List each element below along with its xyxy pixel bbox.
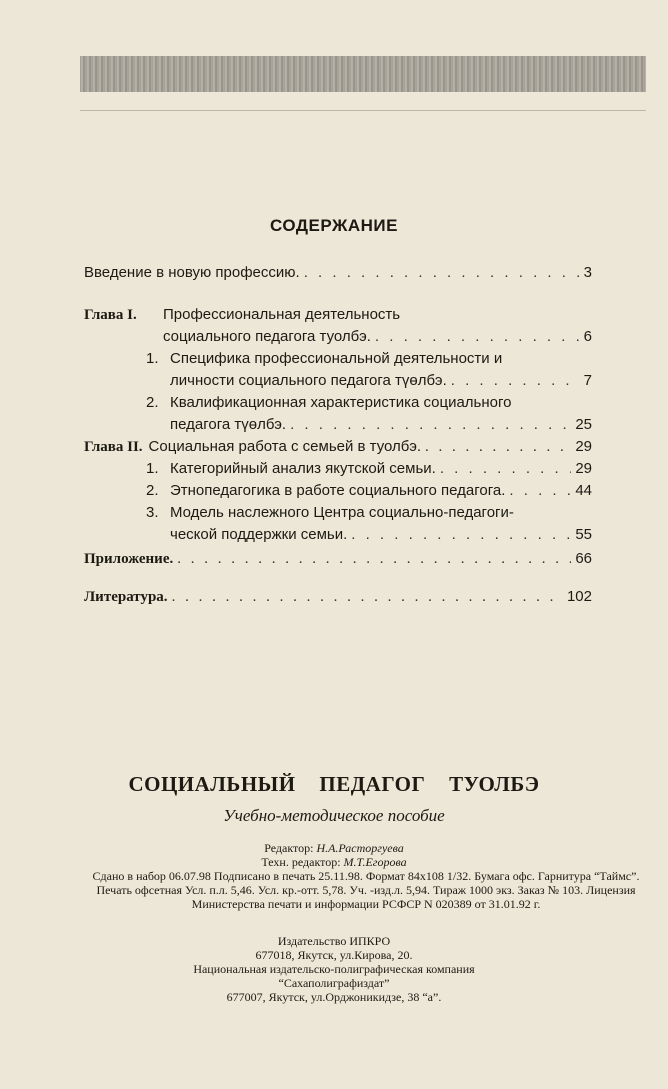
chapter-title-line: Социальная работа с семьей в туолбэ. xyxy=(148,438,422,455)
toc-entry-section xyxy=(170,524,592,546)
publisher-line: 677018, Якутск, ул.Кирова, 20. xyxy=(255,948,413,962)
toc-entry-chapter1 xyxy=(163,326,592,348)
section-title-line: Модель наслежного Центра социально-педагоги- xyxy=(170,504,514,521)
editor-label: Редактор: xyxy=(264,841,314,855)
chapter-label: Глава I. xyxy=(84,307,137,323)
publisher-line: Национальная издательско-полиграфическая компания xyxy=(193,962,475,976)
toc-entry-text: Введение в новую профессию. xyxy=(84,264,300,281)
toc-entry-text: Литература. xyxy=(84,589,168,605)
section-number: 1. xyxy=(146,350,159,367)
section-title-line: Этнопедагогика в работе социального педагога. xyxy=(170,482,506,499)
leader-dots xyxy=(177,548,571,570)
toc-page-number: 7 xyxy=(583,372,592,389)
leader-dots xyxy=(172,586,563,608)
section-title-line: педагога түөлбэ. xyxy=(170,416,287,433)
imprint-text: Сдано в набор 06.07.98 Подписано в печать 25.11.98. Формат 84x108 1/32. Бумага офс. Гарнитура “Таймс”. Печать офсетная Усл. п.л. 5,46. Усл. кр.-отт. 5,78. Уч. -изд.л. 5,94. Тираж 1000 экз. Заказ № 103. Лицензия Министерства печати и информации РСФСР N 020389 от 31.01.92 г. xyxy=(92,869,640,911)
editor-credit xyxy=(0,841,668,856)
toc-page-number: 55 xyxy=(575,526,592,543)
publisher-block xyxy=(0,934,668,1004)
book-subtitle: Учебно-методическое пособие xyxy=(223,806,445,825)
section-title-line: личности социального педагога түөлбэ. xyxy=(170,372,447,389)
toc-entry-section xyxy=(170,458,592,480)
leader-dots xyxy=(351,524,571,546)
chapter-title-line: Профессиональная деятельность xyxy=(163,306,401,323)
toc-entry-section xyxy=(170,414,592,436)
section-title-line: ческой поддержки семьи. xyxy=(170,526,348,543)
chapter-label: Глава II. xyxy=(84,439,143,455)
toc-title: СОДЕРЖАНИЕ xyxy=(270,216,398,235)
leader-dots xyxy=(304,262,580,284)
publisher-line: Издательство ИПКРО xyxy=(277,934,391,948)
tech-editor-label: Техн. редактор: xyxy=(261,855,341,869)
leader-dots xyxy=(425,436,571,458)
tech-editor-credit xyxy=(0,855,668,870)
toc-entry-intro xyxy=(84,262,592,284)
section-title-line: Специфика профессиональной деятельности и xyxy=(170,350,503,367)
publisher-line: “Сахаполиграфиздат” xyxy=(278,976,390,990)
toc-page-number: 102 xyxy=(566,588,592,605)
chapter-title-line: социального педагога туолбэ. xyxy=(163,328,371,345)
toc-page-number: 66 xyxy=(575,550,592,567)
header-band xyxy=(80,56,646,92)
leader-dots xyxy=(509,480,571,502)
toc-page-number: 29 xyxy=(575,460,592,477)
book-title: СОЦИАЛЬНЫЙ ПЕДАГОГ ТУОЛБЭ xyxy=(128,772,540,796)
section-number: 2. xyxy=(146,482,159,499)
toc-entry-literature xyxy=(84,586,592,608)
section-number: 1. xyxy=(146,460,159,477)
toc-entry-section xyxy=(170,370,592,392)
section-title-line: Квалификационная характеристика социального xyxy=(170,394,512,411)
toc-entry-section xyxy=(170,480,592,502)
toc-entry-chapter2 xyxy=(84,436,592,458)
toc-page-number: 25 xyxy=(575,416,592,433)
toc-entry-appendix xyxy=(84,548,592,570)
leader-dots xyxy=(290,414,571,436)
leader-dots xyxy=(375,326,580,348)
toc-page-number: 44 xyxy=(575,482,592,499)
toc-page-number: 29 xyxy=(575,438,592,455)
divider xyxy=(80,110,646,111)
toc-page-number: 3 xyxy=(583,264,592,281)
tech-editor-name: М.Т.Егорова xyxy=(343,855,407,869)
toc-entry-text: Приложение. xyxy=(84,551,174,567)
editor-name: Н.А.Расторгуева xyxy=(316,841,404,855)
section-number: 3. xyxy=(146,504,159,521)
leader-dots xyxy=(440,458,571,480)
section-title-line: Категорийный анализ якутской семьи. xyxy=(170,460,436,477)
section-number: 2. xyxy=(146,394,159,411)
toc-page-number: 6 xyxy=(583,328,592,345)
publisher-line: 677007, Якутск, ул.Орджоникидзе, 38 “а”. xyxy=(226,990,442,1004)
leader-dots xyxy=(451,370,580,392)
